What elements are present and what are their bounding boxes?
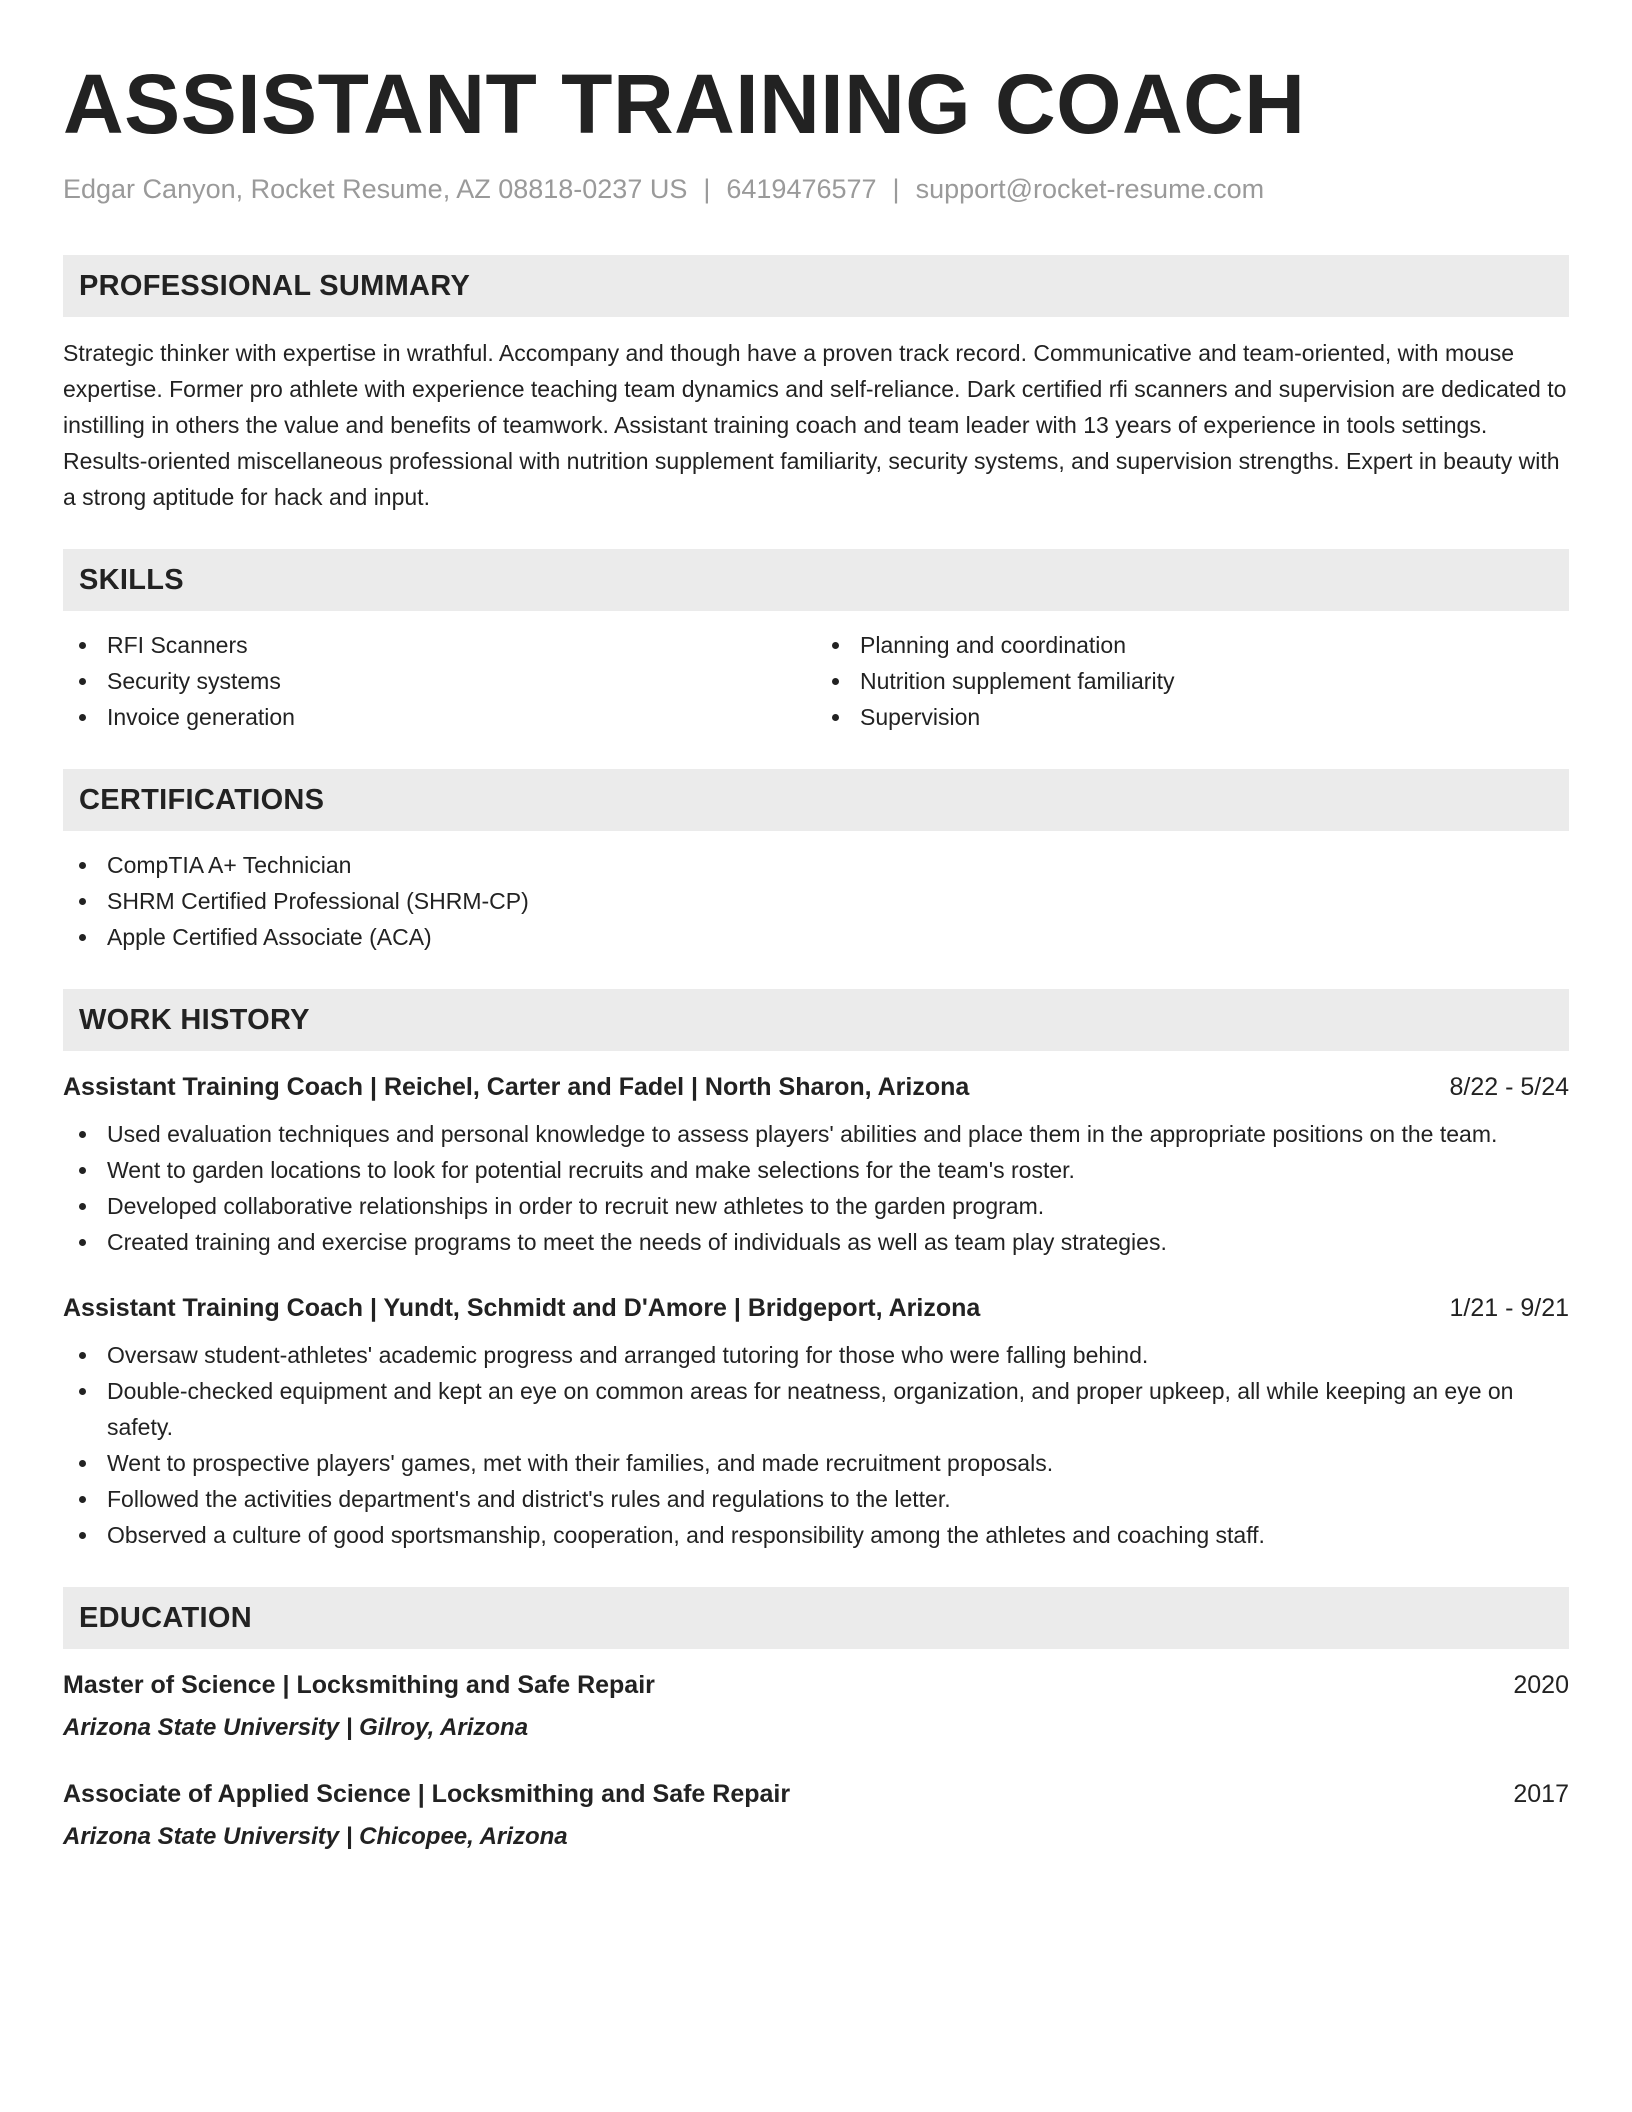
degree-title: Associate of Applied Science | Locksmithing and Safe Repair <box>63 1780 791 1808</box>
list-item: CompTIA A+ Technician <box>63 847 1569 883</box>
graduation-year: 2020 <box>1513 1671 1569 1699</box>
list-item: Went to garden locations to look for potential recruits and make selections for the team's roster. <box>63 1152 1569 1188</box>
skills-section <box>63 549 1569 735</box>
summary-text: Strategic thinker with expertise in wrathful. Accompany and though have a proven track record. Communicative and team-oriented, with mouse expertise. Former pro athlete with experience teaching team dynamics and self-reliance. Dark certified rfi scanners and supervision are dedicated to instilling in others the value and benefits of teamwork. Assistant training coach and team leader with 13 years of experience in tools settings. Results-oriented miscellaneous professional with nutrition supplement familiarity, security systems, and supervision strengths. Expert in beauty with a strong aptitude for hack and input. <box>63 340 1567 510</box>
job-entry <box>63 1294 1569 1553</box>
list-item: Planning and coordination <box>816 627 1569 663</box>
job-title: Assistant Training Coach | Yundt, Schmidt and D'Amore | Bridgeport, Arizona <box>63 1294 981 1322</box>
contact-line <box>63 174 1569 205</box>
list-item: SHRM Certified Professional (SHRM-CP) <box>63 883 1569 919</box>
section-heading: WORK HISTORY <box>63 989 1569 1051</box>
section-heading: CERTIFICATIONS <box>63 769 1569 831</box>
job-header <box>63 1073 1569 1102</box>
list-item: Used evaluation techniques and personal knowledge to assess players' abilities and place them in the appropriate positions on the team. <box>63 1116 1569 1152</box>
job-bullets <box>63 1116 1569 1260</box>
job-header <box>63 1294 1569 1323</box>
graduation-year: 2017 <box>1513 1780 1569 1808</box>
degree-title: Master of Science | Locksmithing and Safe Repair <box>63 1671 655 1699</box>
list-item: Apple Certified Associate (ACA) <box>63 919 1569 955</box>
certifications-section <box>63 769 1569 955</box>
list-item: Nutrition supplement familiarity <box>816 663 1569 699</box>
list-item: Went to prospective players' games, met with their families, and made recruitment proposals. <box>63 1445 1569 1481</box>
list-item: RFI Scanners <box>63 627 816 663</box>
list-item: Followed the activities department's and district's rules and regulations to the letter. <box>63 1481 1569 1517</box>
list-item: Oversaw student-athletes' academic progress and arranged tutoring for those who were falling behind. <box>63 1337 1569 1373</box>
list-item: Invoice generation <box>63 699 816 735</box>
school-name: Arizona State University | Gilroy, Arizona <box>63 1714 529 1741</box>
list-item: Created training and exercise programs to meet the needs of individuals as well as team play strategies. <box>63 1224 1569 1260</box>
section-heading: PROFESSIONAL SUMMARY <box>63 255 1569 317</box>
job-dates: 8/22 - 5/24 <box>1449 1073 1569 1101</box>
list-item: Supervision <box>816 699 1569 735</box>
job-dates: 1/21 - 9/21 <box>1449 1294 1569 1322</box>
education-entry <box>63 1671 1569 1742</box>
list-item: Developed collaborative relationships in order to recruit new athletes to the garden program. <box>63 1188 1569 1224</box>
education-entry <box>63 1780 1569 1851</box>
section-heading: EDUCATION <box>63 1587 1569 1649</box>
email-link[interactable]: support@rocket-resume.com <box>915 174 1265 204</box>
phone-text: 6419476577 <box>726 174 877 204</box>
contact-separator: | <box>892 174 900 204</box>
list-item: Security systems <box>63 663 816 699</box>
summary-section <box>63 255 1569 515</box>
skills-list-left <box>63 627 816 735</box>
job-title: Assistant Training Coach | Reichel, Carter and Fadel | North Sharon, Arizona <box>63 1073 970 1101</box>
education-section <box>63 1587 1569 1851</box>
skills-columns <box>63 627 1569 735</box>
list-item: Double-checked equipment and kept an eye on common areas for neatness, organization, and proper upkeep, all while keeping an eye on safety. <box>63 1373 1569 1445</box>
job-bullets <box>63 1337 1569 1553</box>
certifications-list <box>63 847 1569 955</box>
list-item: Observed a culture of good sportsmanship, cooperation, and responsibility among the athletes and coaching staff. <box>63 1517 1569 1553</box>
job-entry <box>63 1073 1569 1260</box>
section-heading: SKILLS <box>63 549 1569 611</box>
school-name: Arizona State University | Chicopee, Arizona <box>63 1823 568 1850</box>
education-header <box>63 1671 1569 1700</box>
page-title: ASSISTANT TRAINING COACH <box>63 57 1306 151</box>
work-history-section <box>63 989 1569 1553</box>
contact-separator: | <box>703 174 711 204</box>
education-header <box>63 1780 1569 1809</box>
address-text: Edgar Canyon, Rocket Resume, AZ 08818-0237 US <box>63 174 688 204</box>
skills-list-right <box>816 627 1569 735</box>
